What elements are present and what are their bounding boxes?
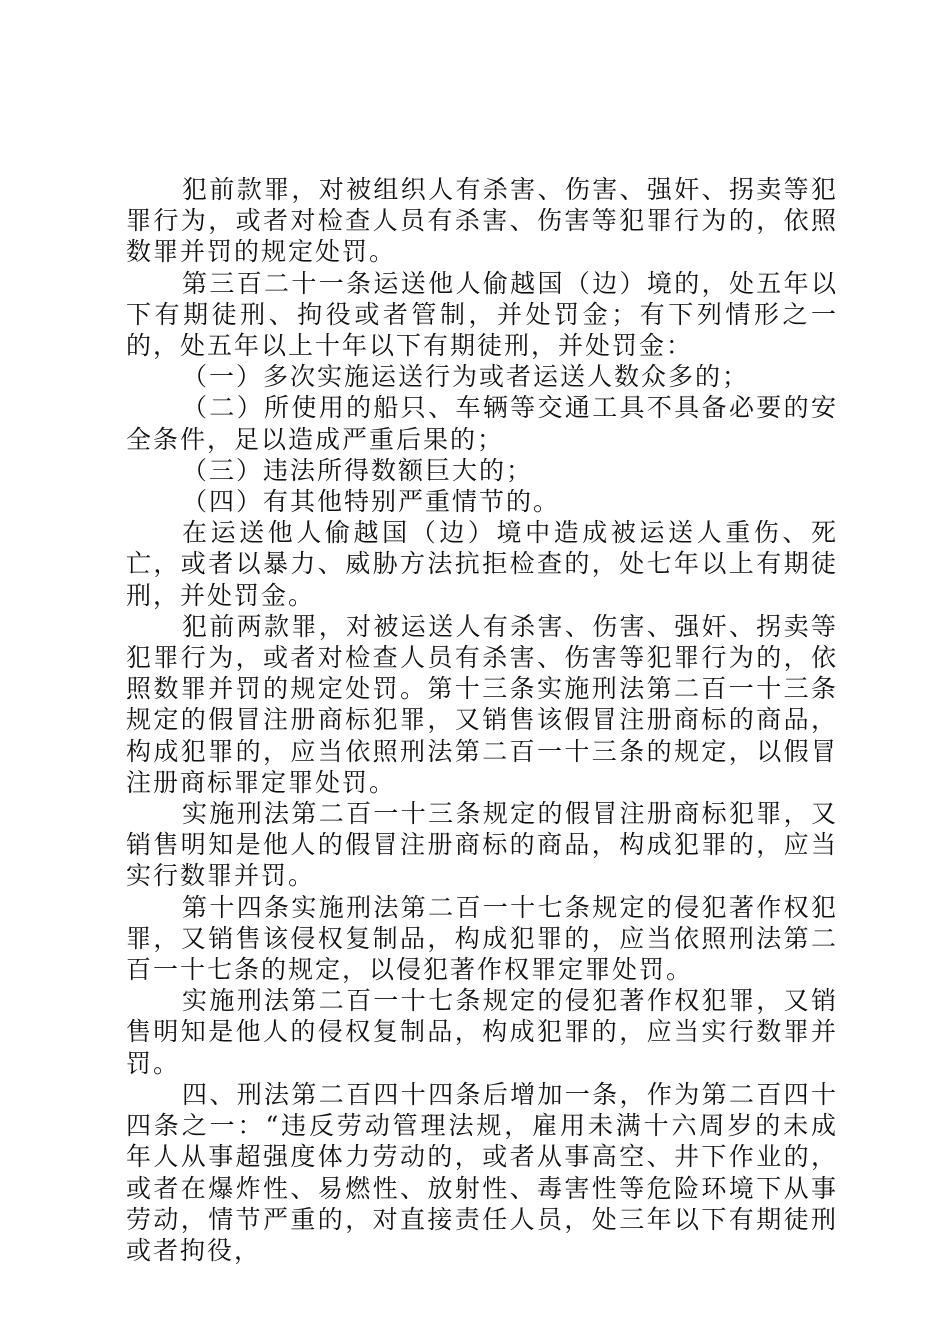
paragraph-10: 第十四条实施刑法第二百一十七条规定的侵犯著作权犯罪，又销售该侵权复制品，构成犯罪的，应当依照刑法第二百一十七条的规定，以侵犯著作权罪定罪处罚。 <box>126 892 838 985</box>
paragraph-2: 第三百二十一条运送他人偷越国（边）境的，处五年以下有期徒刑、拘役或者管制，并处罚金；有下列情形之一的，处五年以上十年以下有期徒刑，并处罚金： <box>126 268 838 361</box>
paragraph-3: （一）多次实施运送行为或者运送人数众多的； <box>182 362 750 392</box>
paragraph-6: （四）有其他特别严重情节的。 <box>182 487 561 517</box>
paragraph-5: （三）违法所得数额巨大的； <box>182 455 534 485</box>
paragraph-4: （二）所使用的船只、车辆等交通工具不具备必要的安全条件，足以造成严重后果的； <box>126 393 838 454</box>
paragraph-9: 实施刑法第二百一十三条规定的假冒注册商标犯罪，又销售明知是他人的假冒注册商标的商品，构成犯罪的，应当实行数罪并罚。 <box>126 799 838 891</box>
paragraph-11: 实施刑法第二百一十七条规定的侵犯著作权犯罪，又销售明知是他人的侵权复制品，构成犯罪的，应当实行数罪并罚。 <box>126 986 838 1078</box>
paragraph-1: 犯前款罪，对被组织人有杀害、伤害、强奸、拐卖等犯罪行为，或者对检查人员有杀害、伤害等犯罪行为的，依照数罪并罚的规定处罚。 <box>126 175 838 267</box>
document-body <box>126 174 838 1266</box>
paragraph-8: 犯前两款罪，对被运送人有杀害、伤害、强奸、拐卖等犯罪行为，或者对检查人员有杀害、伤害等犯罪行为的，依照数罪并罚的规定处罚。第十三条实施刑法第二百一十三条规定的假冒注册商标犯罪，又销售该假冒注册商标的商品，构成犯罪的，应当依照刑法第二百一十三条的规定，以假冒注册商标罪定罪处罚。 <box>126 611 838 797</box>
paragraph-12: 四、刑法第二百四十四条后增加一条，作为第二百四十四条之一：“违反劳动管理法规，雇用未满十六周岁的未成年人从事超强度体力劳动的，或者从事高空、井下作业的，或者在爆炸性、易燃性、放射性、毒害性等危险环境下从事劳动，情节严重的，对直接责任人员，处三年以下有期徒刑或者拘役， <box>126 1079 838 1265</box>
paragraph-7: 在运送他人偷越国（边）境中造成被运送人重伤、死亡，或者以暴力、威胁方法抗拒检查的，处七年以上有期徒刑，并处罚金。 <box>126 518 838 610</box>
